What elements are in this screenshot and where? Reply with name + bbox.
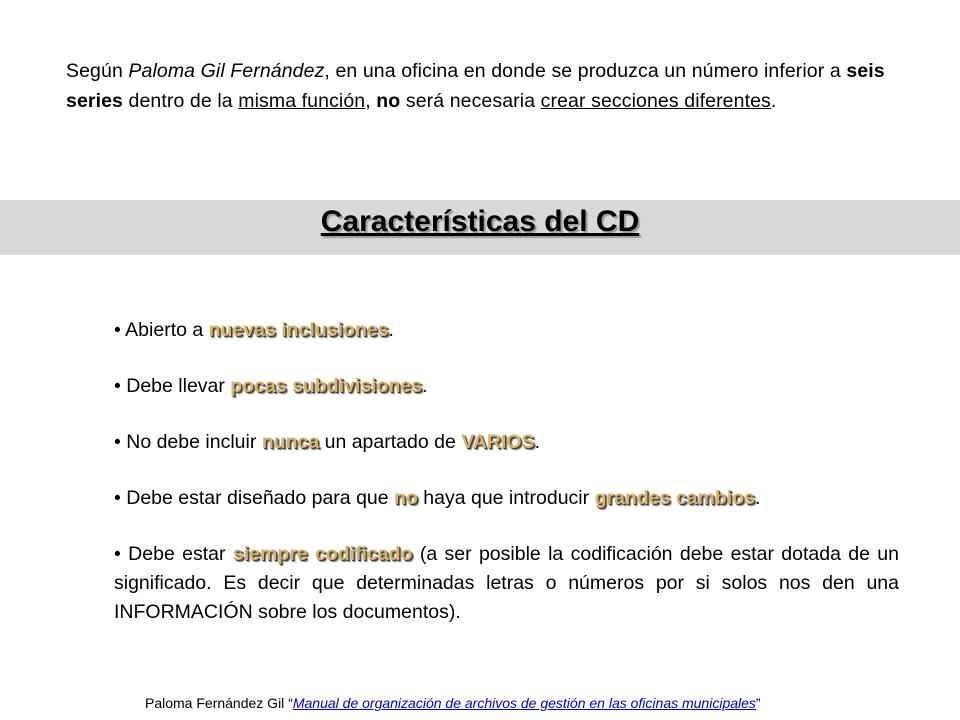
footer-quote-close: ” xyxy=(755,695,761,711)
item-text: • Debe llevar xyxy=(114,375,231,397)
footer-quote-open: “ xyxy=(288,695,293,711)
intro-text: será necesaria xyxy=(400,90,541,112)
intro-text: . xyxy=(770,90,777,112)
intro-underline-funcion: misma función xyxy=(238,90,366,112)
item-highlight: nuevas inclusiones xyxy=(208,319,389,341)
spacer xyxy=(114,513,899,540)
item-text: . xyxy=(754,487,761,509)
citation-footer xyxy=(145,695,945,711)
spacer xyxy=(114,345,899,372)
item-text: (a ser posible la codificación debe estar dotada de un significado. Es decir que determinadas letras o números por si solos nos den una INFORMACIÓN sobre los documentos). xyxy=(114,543,899,623)
footer-author: Paloma Fernández Gil xyxy=(145,695,289,711)
intro-paragraph xyxy=(66,56,896,116)
item-highlight: nunca xyxy=(261,431,320,453)
spacer xyxy=(114,457,899,484)
item-text: • Debe estar diseñado para que xyxy=(114,487,395,509)
list-item xyxy=(114,372,899,401)
intro-underline-secciones: crear secciones diferentes xyxy=(540,90,771,112)
item-text: . xyxy=(534,431,540,453)
item-highlight: pocas subdivisiones xyxy=(230,375,423,397)
intro-text: Según xyxy=(66,60,129,82)
item-text: • Debe estar xyxy=(114,543,233,565)
list-item xyxy=(114,316,899,345)
list-item xyxy=(114,540,899,627)
characteristics-list xyxy=(114,316,899,627)
item-text: . xyxy=(422,375,428,397)
intro-bold-no: no xyxy=(376,90,401,112)
item-text: • Abierto a xyxy=(114,319,209,341)
intro-text: dentro de la xyxy=(123,90,239,112)
item-highlight: grandes cambios xyxy=(594,487,755,509)
item-highlight: no xyxy=(394,487,418,509)
intro-bold-series: seis series xyxy=(66,60,885,112)
intro-text: , xyxy=(365,90,377,112)
slide-title: Características del CD xyxy=(320,205,640,238)
list-item xyxy=(114,484,899,513)
item-text: • No debe incluir xyxy=(114,431,262,453)
item-text: haya que introducir xyxy=(417,487,595,509)
intro-text: , en una oficina en donde se produzca un número inferior a xyxy=(324,60,847,82)
footer-source-link[interactable]: Manual de organización de archivos de gestión en las oficinas municipales xyxy=(292,695,756,711)
item-text: un apartado de xyxy=(319,431,462,453)
item-highlight: VARIOS xyxy=(461,431,535,453)
item-highlight: siempre codificado xyxy=(232,543,413,565)
intro-author: Paloma Gil Fernández xyxy=(128,60,325,82)
spacer xyxy=(114,401,899,428)
item-text: . xyxy=(388,319,394,341)
list-item xyxy=(114,428,899,457)
